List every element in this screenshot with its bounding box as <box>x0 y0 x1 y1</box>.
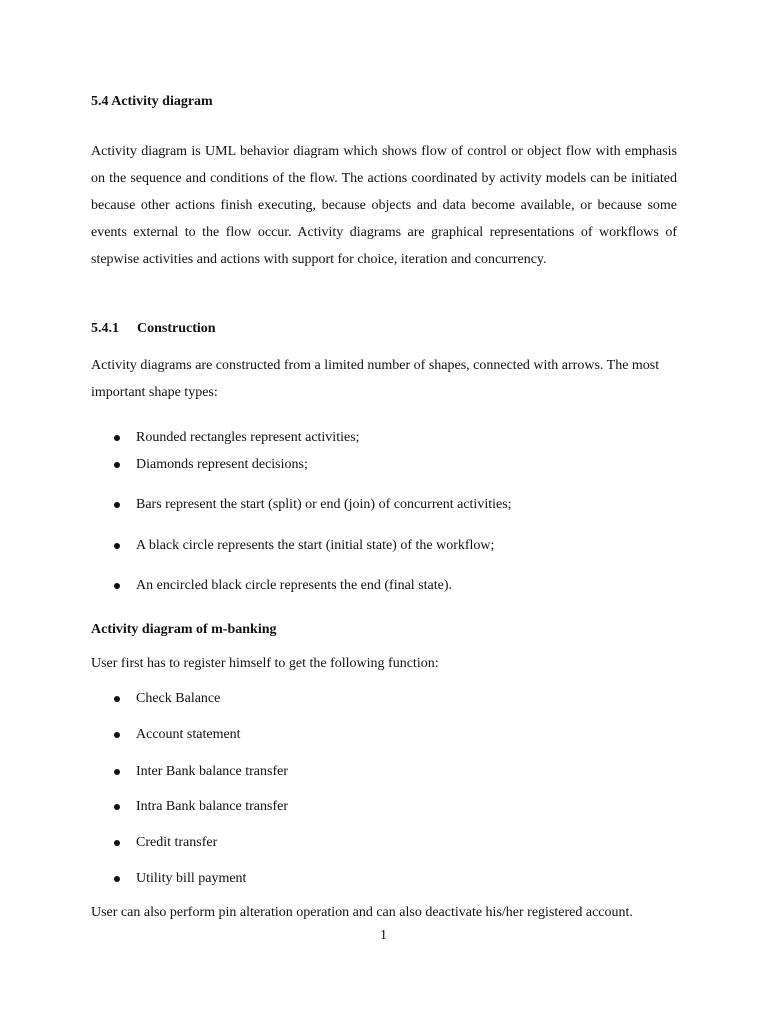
closing-sentence: User can also perform pin alteration operation and can also deactivate his/her registered account. <box>91 905 633 920</box>
list-item-text: Rounded rectangles represent activities; <box>136 430 360 445</box>
subsection-number: 5.4.1 <box>91 321 119 336</box>
mbanking-heading: Activity diagram of m-banking <box>91 622 277 637</box>
list-item-text: Credit transfer <box>136 835 218 850</box>
list-item-text: A black circle represents the start (initial state) of the workflow; <box>136 538 495 553</box>
list-item-text: Intra Bank balance transfer <box>136 799 288 814</box>
bullet-icon <box>114 543 120 549</box>
page-number: 1 <box>380 928 387 943</box>
list-item-text: Utility bill payment <box>136 871 247 886</box>
intro-paragraph: Activity diagram is UML behavior diagram which shows flow of control or object flow with emphasis on the sequence and conditions of the flow. The actions coordinated by activity models can be initiated because other actions finish executing, because objects and data become available, or because some events external to the flow occur. Activity diagrams are graphical representations of workflows of stepwise activities and actions with support for choice, iteration and concurrency. <box>91 144 677 267</box>
bullet-icon <box>114 583 120 589</box>
bullet-icon <box>114 435 120 441</box>
list-item-text: An encircled black circle represents the end (final state). <box>136 578 453 593</box>
bullet-icon <box>114 696 120 702</box>
bullet-icon <box>114 804 120 810</box>
list-item-text: Check Balance <box>136 691 221 706</box>
bullet-icon <box>114 840 120 846</box>
bullet-icon <box>114 876 120 882</box>
list-item-text: Inter Bank balance transfer <box>136 764 288 779</box>
list-item-text: Account statement <box>136 727 241 742</box>
bullet-icon <box>114 769 120 775</box>
list-item-text: Diamonds represent decisions; <box>136 457 308 472</box>
bullet-icon <box>114 462 120 468</box>
subsection-title: Construction <box>137 321 216 336</box>
construction-paragraph: Activity diagrams are constructed from a limited number of shapes, connected with arrows. The most important shape types: <box>91 358 660 400</box>
section-heading: 5.4 Activity diagram <box>91 94 213 109</box>
bullet-icon <box>114 502 120 508</box>
list-item-text: Bars represent the start (split) or end (join) of concurrent activities; <box>136 497 512 512</box>
mbanking-intro: User first has to register himself to get the following function: <box>91 656 439 671</box>
bullet-icon <box>114 732 120 738</box>
